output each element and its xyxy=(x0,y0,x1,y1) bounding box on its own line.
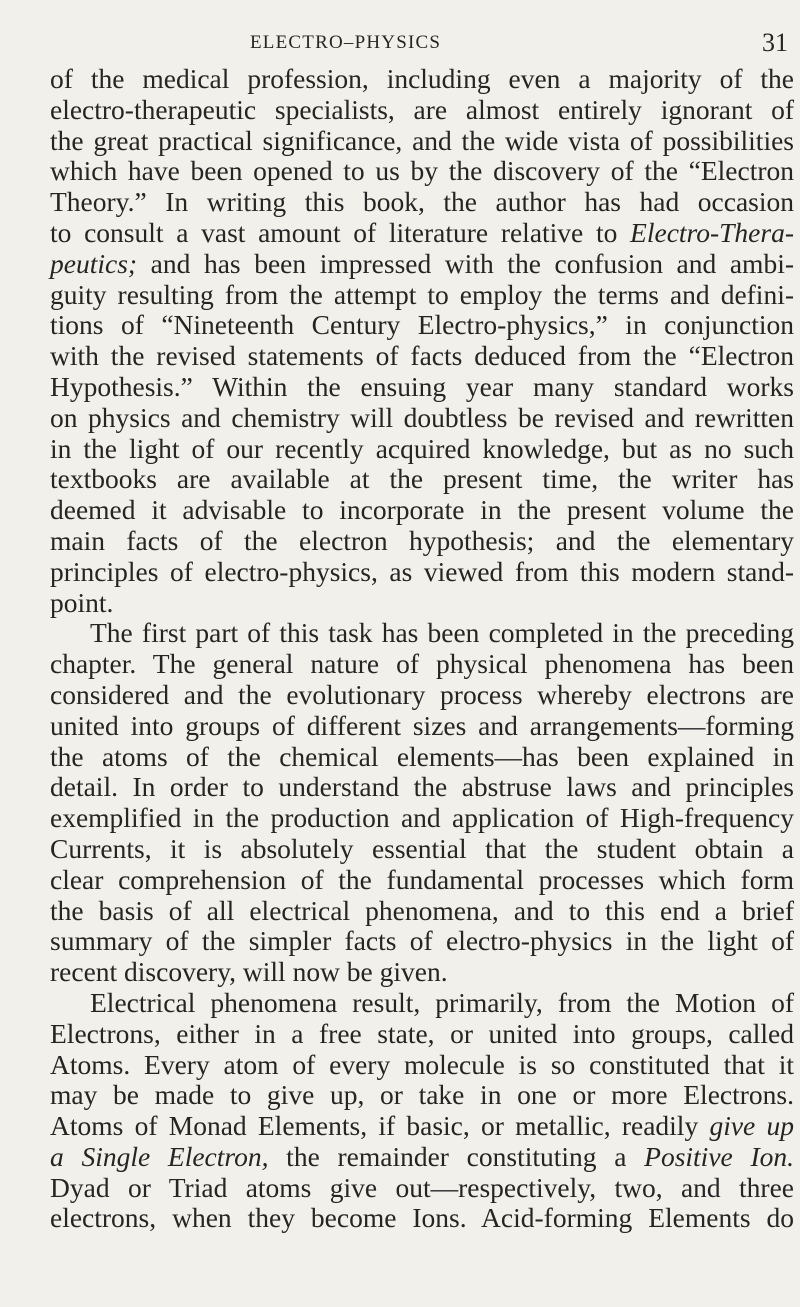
text-segment: textbooks are available at the present time, the writer has xyxy=(50,463,794,495)
text-line xyxy=(50,957,794,988)
text-line xyxy=(50,434,794,465)
text-segment: chapter. The general nature of physical phenomena has been xyxy=(50,648,794,680)
italic-text: a Single Electron, xyxy=(50,1140,269,1172)
text-segment: electro-therapeutic specialists, are almost entirely ignorant of xyxy=(50,93,794,125)
text-segment: the basis of all electrical phenomena, and to this end a brief xyxy=(50,894,794,926)
text-segment: Dyad or Triad atoms give out—respectively, two, and three xyxy=(50,1171,794,1203)
italic-text: give up xyxy=(709,1110,794,1142)
text-line xyxy=(50,372,794,403)
text-line xyxy=(50,64,794,95)
text-line xyxy=(50,742,794,773)
text-line xyxy=(50,588,794,619)
text-segment: in the light of our recently acquired knowledge, but as no such xyxy=(50,432,794,464)
text-segment: Electrical phenomena result, primarily, from the Motion of xyxy=(90,986,794,1018)
text-segment: main facts of the electron hypothesis; and the elementary xyxy=(50,524,794,556)
text-segment: exemplified in the production and application of High-frequency xyxy=(50,802,794,834)
text-line xyxy=(50,526,794,557)
text-line xyxy=(50,495,794,526)
text-line xyxy=(50,218,794,249)
text-line xyxy=(50,1111,794,1142)
text-segment: point. xyxy=(50,586,114,618)
text-line xyxy=(50,711,794,742)
text-line xyxy=(50,649,794,680)
text-line xyxy=(50,341,794,372)
text-line xyxy=(50,464,794,495)
text-line xyxy=(50,249,794,280)
text-segment: electrons, when they become Ions. Acid-forming Elements do xyxy=(50,1202,794,1234)
text-line xyxy=(50,1080,794,1111)
page-number: 31 xyxy=(762,28,788,57)
italic-text: peutics; xyxy=(50,247,138,279)
text-segment: united into groups of different sizes and arrangements—forming xyxy=(50,709,794,741)
text-segment: Theory.” In writing this book, the author has had occasion xyxy=(50,186,794,218)
text-line xyxy=(50,403,794,434)
text-segment: summary of the simpler facts of electro-physics in the light of xyxy=(50,925,794,957)
text-segment: The first part of this task has been completed in the preceding xyxy=(90,617,794,649)
text-segment: with the revised statements of facts deduced from the “Electron xyxy=(50,340,794,372)
italic-text: Electro-Thera- xyxy=(630,216,794,248)
text-line xyxy=(50,834,794,865)
text-line xyxy=(50,1142,794,1173)
text-segment: Hypothesis.” Within the ensuing year many standard works xyxy=(50,370,794,402)
text-segment: of the medical profession, including even a majority of the xyxy=(50,63,794,94)
text-segment: the atoms of the chemical elements—has been explained in xyxy=(50,740,794,772)
text-segment: the remainder constituting a xyxy=(268,1140,645,1172)
text-line xyxy=(50,896,794,927)
text-line xyxy=(50,280,794,311)
text-segment: which have been opened to us by the discovery of the “Electron xyxy=(50,155,794,187)
text-line xyxy=(50,803,794,834)
text-segment: deemed it advisable to incorporate in the present volume the xyxy=(50,494,794,526)
text-segment: principles of electro-physics, as viewed from this modern stand- xyxy=(50,555,794,587)
text-line xyxy=(50,126,794,157)
text-line xyxy=(50,988,794,1019)
text-line xyxy=(50,1173,794,1204)
italic-text: Positive Ion. xyxy=(644,1140,794,1172)
text-segment: and has been impressed with the confusion and ambi- xyxy=(137,247,794,279)
text-line xyxy=(50,156,794,187)
text-line xyxy=(50,926,794,957)
body-text xyxy=(50,64,794,1234)
text-segment: considered and the evolutionary process whereby electrons are xyxy=(50,678,794,710)
text-line xyxy=(50,95,794,126)
running-title: ELECTRO–PHYSICS xyxy=(250,32,442,53)
text-segment: on physics and chemistry will doubtless be revised and rewritten xyxy=(50,401,794,433)
text-segment: recent discovery, will now be given. xyxy=(50,956,448,988)
text-line xyxy=(50,680,794,711)
text-segment: may be made to give up, or take in one or more Electrons. xyxy=(50,1079,794,1111)
text-segment: detail. In order to understand the abstruse laws and principles xyxy=(50,771,794,803)
text-segment: Atoms. Every atom of every molecule is so constituted that it xyxy=(50,1048,794,1080)
text-segment: Currents, it is absolutely essential that the student obtain a xyxy=(50,832,794,864)
text-segment: Electrons, either in a free state, or united into groups, called xyxy=(50,1017,794,1049)
text-segment: guity resulting from the attempt to employ the terms and defini- xyxy=(50,278,794,310)
text-line xyxy=(50,618,794,649)
text-line xyxy=(50,310,794,341)
text-line xyxy=(50,772,794,803)
text-segment: Atoms of Monad Elements, if basic, or metallic, readily xyxy=(50,1110,710,1142)
text-segment: to consult a vast amount of literature relative to xyxy=(50,216,631,248)
text-line xyxy=(50,187,794,218)
text-line xyxy=(50,1019,794,1050)
text-segment: the great practical significance, and the wide vista of possibilities xyxy=(50,124,794,156)
text-segment: tions of “Nineteenth Century Electro-physics,” in conjunction xyxy=(50,309,794,341)
text-segment: clear comprehension of the fundamental processes which form xyxy=(50,863,794,895)
text-line xyxy=(50,1203,794,1234)
text-line xyxy=(50,1050,794,1081)
page-header xyxy=(0,30,800,60)
text-line xyxy=(50,557,794,588)
text-line xyxy=(50,865,794,896)
